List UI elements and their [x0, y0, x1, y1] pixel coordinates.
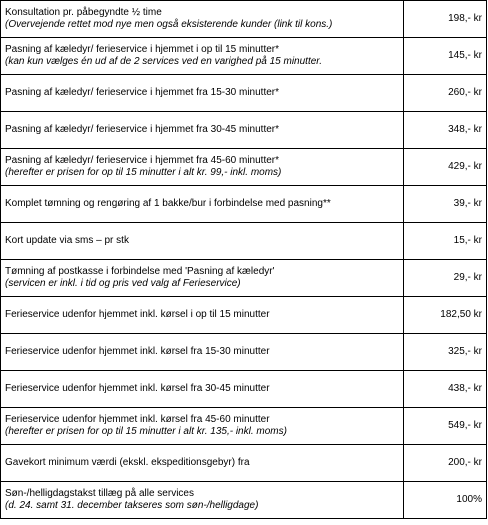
service-description: [1, 75, 404, 112]
table-row: [1, 186, 487, 223]
service-description: [1, 371, 404, 408]
service-description: [1, 149, 404, 186]
service-price: 182,50 kr: [404, 297, 487, 334]
table-row: [1, 482, 487, 519]
service-name: Pasning af kæledyr/ ferieservice i hjemmet fra 15-30 minutter*: [5, 87, 280, 98]
service-description: [1, 334, 404, 371]
service-name: Konsultation pr. påbegyndte ½ time: [5, 7, 162, 18]
service-description: [1, 1, 404, 38]
service-note: (herefter er prisen for op til 15 minutter i alt kr. 135,- inkl. moms): [5, 426, 287, 437]
service-description: [1, 408, 404, 445]
table-row: [1, 334, 487, 371]
table-row: [1, 75, 487, 112]
service-name: Tømning af postkasse i forbindelse med 'Pasning af kæledyr': [5, 266, 275, 277]
service-name: Komplet tømning og rengøring af 1 bakke/bur i forbindelse med pasning**: [5, 198, 331, 209]
service-price: 198,- kr: [404, 1, 487, 38]
service-price: 29,- kr: [404, 260, 487, 297]
service-note: (servicen er inkl. i tid og pris ved valg af Ferieservice): [5, 278, 241, 289]
service-price: 438,- kr: [404, 371, 487, 408]
service-price: 15,- kr: [404, 223, 487, 260]
service-price: 325,- kr: [404, 334, 487, 371]
service-description: [1, 38, 404, 75]
table-row: [1, 38, 487, 75]
service-price: 100%: [404, 482, 487, 519]
service-name: Pasning af kæledyr/ ferieservice i hjemmet fra 30-45 minutter*: [5, 124, 280, 135]
service-description: [1, 186, 404, 223]
service-price: 145,- kr: [404, 38, 487, 75]
table-row: [1, 297, 487, 334]
service-name: Pasning af kæledyr/ ferieservice i hjemmet fra 45-60 minutter*: [5, 155, 280, 166]
service-name: Ferieservice udenfor hjemmet inkl. kørsel fra 45-60 minutter: [5, 414, 270, 425]
table-row: [1, 1, 487, 38]
service-description: [1, 260, 404, 297]
service-price: 429,- kr: [404, 149, 487, 186]
service-note: (herefter er prisen for op til 15 minutter i alt kr. 99,- inkl. moms): [5, 167, 282, 178]
table-row: [1, 371, 487, 408]
service-description: [1, 482, 404, 519]
service-name: Gavekort minimum værdi (ekskl. ekspeditionsgebyr) fra: [5, 457, 250, 468]
service-description: [1, 445, 404, 482]
table-row: [1, 223, 487, 260]
service-description: [1, 297, 404, 334]
service-description: [1, 112, 404, 149]
service-name: Ferieservice udenfor hjemmet inkl. kørsel fra 30-45 minutter: [5, 383, 270, 394]
service-note: (d. 24. samt 31. december takseres som søn-/helligdage): [5, 500, 259, 511]
service-name: Ferieservice udenfor hjemmet inkl. kørsel i op til 15 minutter: [5, 309, 270, 320]
table-row: [1, 408, 487, 445]
service-price: 200,- kr: [404, 445, 487, 482]
table-row: [1, 260, 487, 297]
service-name: Pasning af kæledyr/ ferieservice i hjemmet i op til 15 minutter*: [5, 44, 280, 55]
service-note: (kan kun vælges én ud af de 2 services ved en varighed på 15 minutter.: [5, 56, 323, 67]
service-price: 260,- kr: [404, 75, 487, 112]
service-name: Søn-/helligdagstakst tillæg på alle services: [5, 488, 194, 499]
service-price: 549,- kr: [404, 408, 487, 445]
table-row: [1, 445, 487, 482]
table-row: [1, 149, 487, 186]
service-name: Kort update via sms – pr stk: [5, 235, 129, 246]
service-name: Ferieservice udenfor hjemmet inkl. kørsel fra 15-30 minutter: [5, 346, 270, 357]
service-price: 348,- kr: [404, 112, 487, 149]
service-price: 39,- kr: [404, 186, 487, 223]
service-note: (Overvejende rettet mod nye men også eksisterende kunder (link til kons.): [5, 19, 333, 30]
service-description: [1, 223, 404, 260]
table-row: [1, 112, 487, 149]
